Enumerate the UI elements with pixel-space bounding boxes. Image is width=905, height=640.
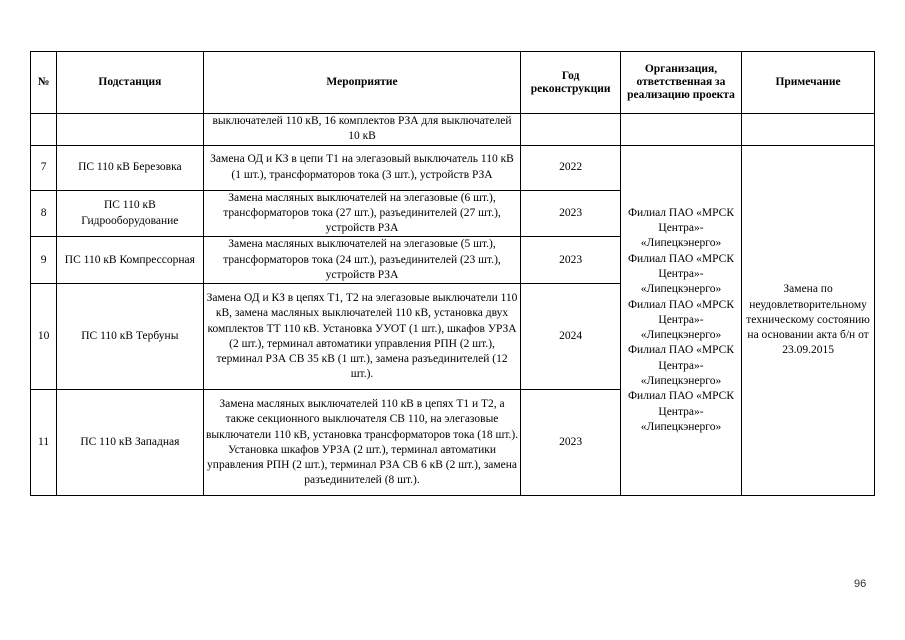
org-entry: Филиал ПАО «МРСК Центра»- «Липецкэнерго» bbox=[627, 206, 734, 250]
cell-org bbox=[620, 114, 741, 146]
cell-num: 10 bbox=[31, 284, 57, 390]
cell-year: 2023 bbox=[521, 237, 620, 284]
header-year: Год реконструкции bbox=[521, 52, 620, 114]
header-substation: Подстанция bbox=[57, 52, 203, 114]
org-entry: Филиал ПАО «МРСК Центра»- «Липецкэнерго» bbox=[627, 390, 734, 433]
cell-substation: ПС 110 кВ Березовка bbox=[57, 145, 203, 190]
header-org: Организация, ответственная за реализацию проекта bbox=[620, 52, 741, 114]
cell-substation bbox=[57, 114, 203, 146]
cell-num: 9 bbox=[31, 237, 57, 284]
cell-year: 2024 bbox=[521, 284, 620, 390]
cell-activity: Замена масляных выключателей 110 кВ в цепях Т1 и Т2, а также секционного выключателя СВ 110, на элегазовые выключатели 110 кВ, установка трансформаторов тока (18 шт.). Установка шкафов УРЗА (2 шт.), терминал автоматики управления РПН (2 шт.), терминал РЗА СВ 6 кВ (2 шт.), замена разъединителей (8 шт.). bbox=[203, 390, 521, 496]
cell-year: 2023 bbox=[521, 390, 620, 496]
cell-note-merged: Замена по неудовлетворительному техническому состоянию на основании акта б/н от 23.09.2015 bbox=[742, 145, 875, 496]
cell-num bbox=[31, 114, 57, 146]
cell-org-merged bbox=[620, 145, 741, 496]
header-num: № bbox=[31, 52, 57, 114]
org-entry: Филиал ПАО «МРСК Центра»- «Липецкэнерго» bbox=[627, 298, 734, 342]
cell-year bbox=[521, 114, 620, 146]
cell-activity: выключателей 110 кВ, 16 комплектов РЗА для выключателей 10 кВ bbox=[203, 114, 521, 146]
org-entry: Филиал ПАО «МРСК Центра»- «Липецкэнерго» bbox=[627, 252, 734, 296]
cell-substation: ПС 110 кВ Гидрооборудование bbox=[57, 190, 203, 237]
header-note: Примечание bbox=[742, 52, 875, 114]
cell-activity: Замена ОД и КЗ в цепях Т1, Т2 на элегазовые выключатели 110 кВ, замена масляных выключателей 110 кВ, установка двух комплектов ТТ 110 кВ. Установка УУОТ (1 шт.), шкафов УРЗА (2 шт.), терминал автоматики управления РПН (2 шт.), терминал РЗА СВ 35 кВ (1 шт.), замена разъединителей (12 шт.). bbox=[203, 284, 521, 390]
cell-activity: Замена ОД и КЗ в цепи Т1 на элегазовый выключатель 110 кВ (1 шт.), трансформаторов тока (3 шт.), устройств РЗА bbox=[203, 145, 521, 190]
cell-activity: Замена масляных выключателей на элегазовые (6 шт.), трансформаторов тока (27 шт.), разъединителей (27 шт.), устройств РЗА bbox=[203, 190, 521, 237]
table-row bbox=[31, 145, 875, 190]
page-number: 96 bbox=[854, 578, 867, 590]
reconstruction-table bbox=[30, 51, 875, 496]
header-activity: Мероприятие bbox=[203, 52, 521, 114]
cell-substation: ПС 110 кВ Западная bbox=[57, 390, 203, 496]
cell-note bbox=[742, 114, 875, 146]
table-header-row bbox=[31, 52, 875, 114]
cell-num: 8 bbox=[31, 190, 57, 237]
cell-activity: Замена масляных выключателей на элегазовые (5 шт.), трансформаторов тока (24 шт.), разъединителей (23 шт.), устройств РЗА bbox=[203, 237, 521, 284]
cell-substation: ПС 110 кВ Тербуны bbox=[57, 284, 203, 390]
cell-substation: ПС 110 кВ Компрессорная bbox=[57, 237, 203, 284]
cell-year: 2023 bbox=[521, 190, 620, 237]
cell-num: 11 bbox=[31, 390, 57, 496]
org-entry: Филиал ПАО «МРСК Центра»- «Липецкэнерго» bbox=[627, 344, 734, 388]
cell-num: 7 bbox=[31, 145, 57, 190]
cell-year: 2022 bbox=[521, 145, 620, 190]
table-row-continuation bbox=[31, 114, 875, 146]
